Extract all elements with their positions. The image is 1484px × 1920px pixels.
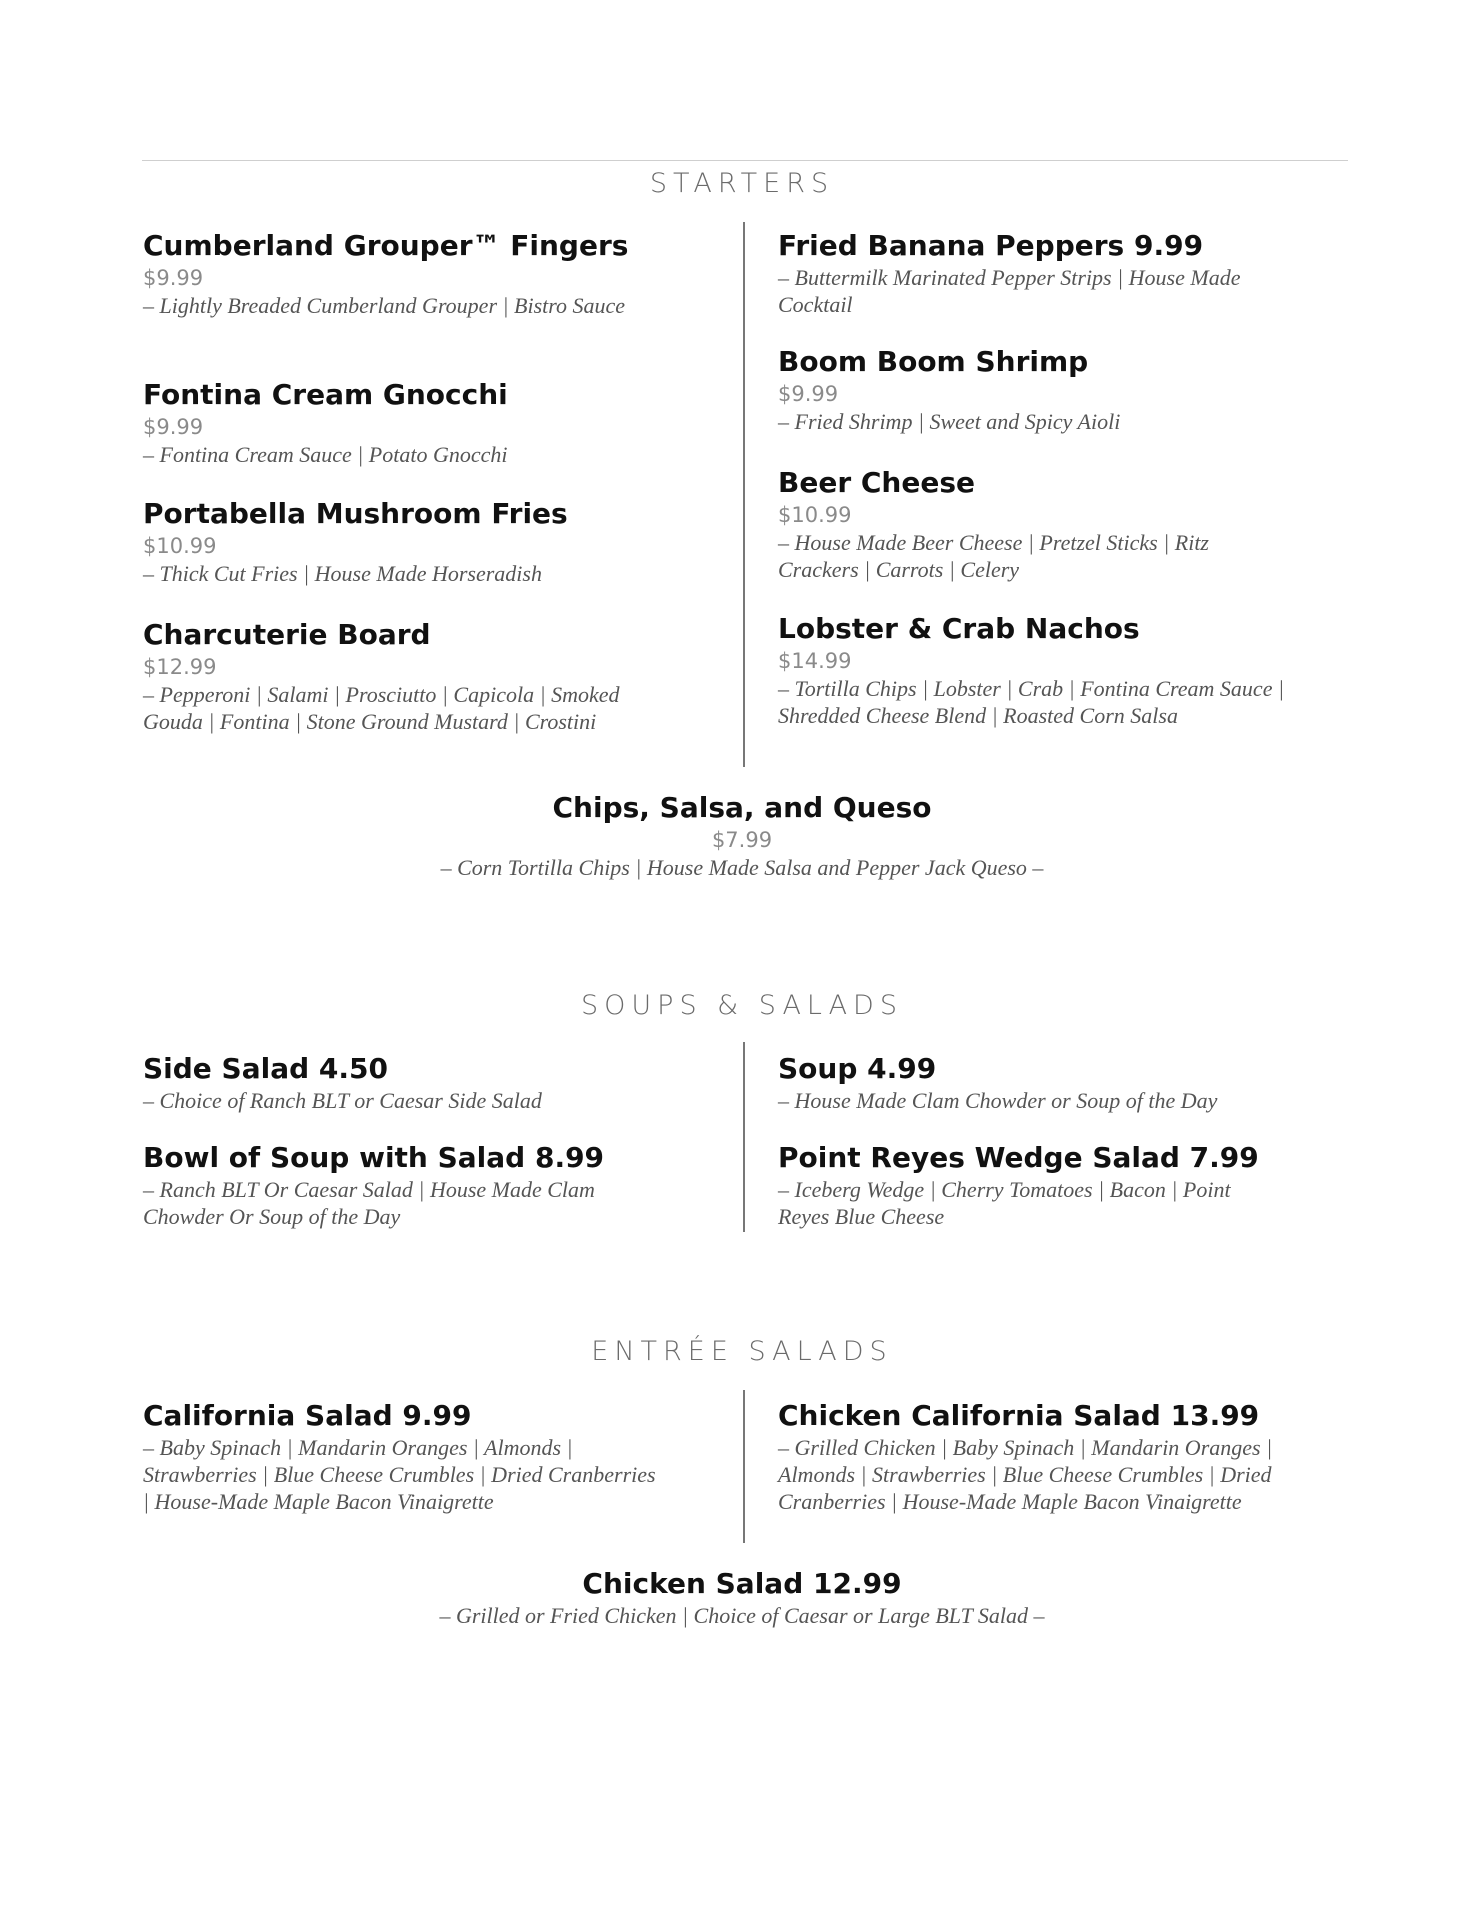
- item-description: – Choice of Ranch BLT or Caesar Side Salad: [143, 1088, 542, 1113]
- item-name: Soup 4.99: [778, 1052, 937, 1085]
- item-price: $7.99: [711, 828, 773, 852]
- item-name: Lobster & Crab Nachos: [778, 612, 1140, 645]
- item-name: Cumberland Grouper™ Fingers: [143, 229, 629, 262]
- item-description: – Baby Spinach | Mandarin Oranges | Almonds | Strawberries | Blue Cheese Crumbles | Dried Cranberries | House-Made Maple Bacon Vinaigrette: [143, 1435, 656, 1514]
- item-name: Fontina Cream Gnocchi: [143, 378, 508, 411]
- item-price: $14.99: [778, 649, 852, 673]
- featured-menu-item: [242, 1566, 1242, 1629]
- item-price: $10.99: [143, 534, 217, 558]
- item-name: Charcuterie Board: [143, 618, 431, 651]
- item-description: – Thick Cut Fries | House Made Horseradish: [143, 561, 542, 586]
- item-description: – Grilled or Fried Chicken | Choice of Caesar or Large BLT Salad –: [439, 1603, 1045, 1628]
- item-description: – Fried Shrimp | Sweet and Spicy Aioli: [778, 409, 1121, 434]
- menu-item: [778, 228, 1293, 318]
- item-name: Boom Boom Shrimp: [778, 345, 1089, 378]
- item-name: Beer Cheese: [778, 466, 975, 499]
- item-description: – House Made Clam Chowder or Soup of the Day: [778, 1088, 1218, 1113]
- item-description: – Corn Tortilla Chips | House Made Salsa and Pepper Jack Queso –: [440, 855, 1044, 880]
- item-name: Side Salad 4.50: [143, 1052, 388, 1085]
- soups-salads-title: SOUPS & SALADS: [581, 990, 903, 1021]
- menu-item: [778, 1051, 1298, 1114]
- item-description: – Buttermilk Marinated Pepper Strips | House Made Cocktail: [778, 265, 1241, 317]
- item-name: Bowl of Soup with Salad 8.99: [143, 1141, 605, 1174]
- item-name: Fried Banana Peppers 9.99: [778, 229, 1204, 262]
- menu-item: [143, 377, 663, 468]
- item-price: $9.99: [143, 415, 204, 439]
- menu-item: [778, 611, 1293, 729]
- item-description: – Tortilla Chips | Lobster | Crab | Fontina Cream Sauce | Shredded Cheese Blend | Roasted Corn Salsa: [778, 676, 1284, 728]
- menu-item: [143, 1398, 663, 1515]
- menu-item: [143, 1051, 663, 1114]
- item-price: $9.99: [778, 382, 839, 406]
- menu-item: [778, 1398, 1288, 1515]
- item-description: – Lightly Breaded Cumberland Grouper | Bistro Sauce: [143, 293, 626, 318]
- item-description: – Ranch BLT Or Caesar Salad | House Made Clam Chowder Or Soup of the Day: [143, 1177, 595, 1229]
- item-name: Chips, Salsa, and Queso: [552, 791, 932, 824]
- item-description: – Fontina Cream Sauce | Potato Gnocchi: [143, 442, 508, 467]
- starters-column-divider: [743, 222, 745, 767]
- item-price: $12.99: [143, 655, 217, 679]
- starters-title: STARTERS: [649, 168, 835, 199]
- soups-column-divider: [743, 1042, 745, 1232]
- menu-item: [143, 228, 663, 319]
- featured-menu-item: [242, 790, 1242, 881]
- menu-item: [778, 344, 1293, 435]
- item-price: $10.99: [778, 503, 852, 527]
- item-name: California Salad 9.99: [143, 1399, 472, 1432]
- menu-item: [778, 1140, 1278, 1230]
- entree-column-divider: [743, 1390, 745, 1543]
- item-name: Chicken California Salad 13.99: [778, 1399, 1260, 1432]
- top-divider: [142, 160, 1348, 161]
- item-price: $9.99: [143, 266, 204, 290]
- menu-item: [143, 617, 663, 735]
- menu-item: [143, 1140, 663, 1230]
- item-name: Portabella Mushroom Fries: [143, 497, 568, 530]
- item-description: – Grilled Chicken | Baby Spinach | Mandarin Oranges | Almonds | Strawberries | Blue Cheese Crumbles | Dried Cranberries | House-Made Maple Bacon Vinaigrette: [778, 1435, 1273, 1514]
- item-name: Chicken Salad 12.99: [582, 1567, 902, 1600]
- item-description: – Iceberg Wedge | Cherry Tomatoes | Bacon | Point Reyes Blue Cheese: [778, 1177, 1231, 1229]
- entree-salads-title: ENTRÉE SALADS: [591, 1336, 893, 1367]
- menu-item: [143, 496, 663, 587]
- item-description: – Pepperoni | Salami | Prosciutto | Capicola | Smoked Gouda | Fontina | Stone Ground Mustard | Crostini: [143, 682, 620, 734]
- item-name: Point Reyes Wedge Salad 7.99: [778, 1141, 1259, 1174]
- menu-item: [778, 465, 1293, 583]
- item-description: – House Made Beer Cheese | Pretzel Sticks | Ritz Crackers | Carrots | Celery: [778, 530, 1209, 582]
